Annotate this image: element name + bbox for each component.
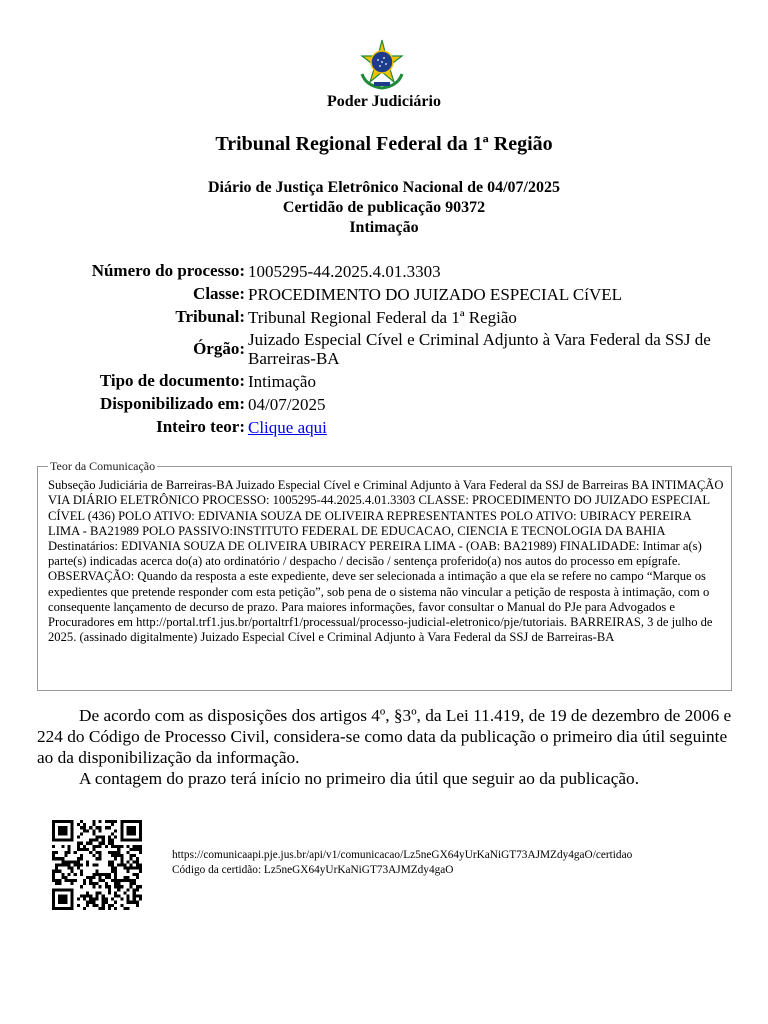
field-value: Intimação bbox=[248, 371, 316, 391]
inteiro-teor-link[interactable]: Clique aqui bbox=[248, 417, 327, 437]
document-type-line: Intimação bbox=[349, 219, 419, 236]
teor-comunicacao-box bbox=[37, 459, 732, 691]
field-numero-processo bbox=[40, 261, 720, 281]
certificate-url: https://comunicaapi.pje.jus.br/api/v1/comunicacao/Lz5neGX64yUrKaNiGT73AJMZdy4gaO/certidao bbox=[172, 849, 633, 861]
field-value: 04/07/2025 bbox=[248, 394, 326, 414]
diario-line: Diário de Justiça Eletrônico Nacional de 04/07/2025 bbox=[208, 179, 560, 196]
field-label: Tribunal: bbox=[175, 307, 245, 326]
field-classe bbox=[40, 284, 720, 304]
field-inteiro-teor bbox=[40, 417, 720, 437]
certidao-line: Certidão de publicação 90372 bbox=[282, 199, 486, 216]
field-disponibilizado bbox=[40, 394, 720, 414]
legal-paragraph-publication-date: De acordo com as disposições dos artigos 4º, §3º, da Lei 11.419, de 19 de dezembro de 2006 e 224 do Código de Processo Civil, considera-se como data da publicação o primeiro dia útil seguinte ao da disponibilização da informação. bbox=[37, 706, 732, 767]
legal-notice bbox=[37, 705, 732, 789]
publication-header bbox=[0, 178, 768, 238]
field-label: Classe: bbox=[193, 284, 245, 303]
brazil-coat-of-arms-icon bbox=[356, 38, 408, 90]
field-label: Disponibilizado em: bbox=[100, 394, 245, 413]
field-label: Tipo de documento: bbox=[99, 371, 245, 390]
field-orgao bbox=[40, 330, 720, 368]
field-tribunal bbox=[40, 307, 720, 327]
poder-judiciario-heading: Poder Judiciário bbox=[327, 93, 441, 110]
teor-text: Subseção Judiciária de Barreiras-BA Juizado Especial Cível e Criminal Adjunto à Vara Federal da SSJ de Barreiras BA INTIMAÇÃO VIA DIÁRIO ELETRÔNICO PROCESSO: 1005295-44.2025.4.01.3303 CLASSE: PROCEDIMENTO DO JUIZADO ESPECIAL CÍVEL (436) POLO ATIVO: EDIVANIA SOUZA DE OLIVEIRA REPRESENTANTES POLO ATIVO: UBIRACY PEREIRA LIMA - BA21989 POLO PASSIVO:INSTITUTO FEDERAL DE EDUCACAO, CIENCIA E TECNOLOGIA DA BAHIA Destinatários: EDIVANIA SOUZA DE OLIVEIRA UBIRACY PEREIRA LIMA - (OAB: BA21989) FINALIDADE: Intimar a(s) parte(s) indicadas acerca do(a) ato ordinatório / despacho / decisão / sentença proferido(a) nos autos do processo em epígrafe. OBSERVAÇÃO: Quando da resposta a este expediente, deve ser selecionada a intimação a que ela se refere no campo “Marque os expedientes que pretende responder com esta petição”, sob pena de o sistema não vincular a petição de resposta à intimação, com o consequente lançamento de decurso de prazo. Para maiores informações, favor consultar o Manual do PJe para Advogados e Procuradores em http://portal.trf1.jus.br/portaltrf1/processual/processo-judicial-eletronico/pje/tutoriais. BARREIRAS, 3 de julho de 2025. (assinado digitalmente) Juizado Especial Cível e Criminal Adjunto à Vara Federal da SSJ de Barreiras-BA bbox=[48, 478, 724, 645]
field-label: Número do processo: bbox=[91, 261, 245, 280]
certificate-info bbox=[172, 848, 632, 878]
field-value: PROCEDIMENTO DO JUIZADO ESPECIAL CíVEL bbox=[248, 284, 622, 304]
tribunal-title: Tribunal Regional Federal da 1ª Região bbox=[215, 133, 553, 155]
qr-code-icon bbox=[52, 820, 142, 910]
teor-legend: Teor da Comunicação bbox=[50, 459, 156, 473]
field-label: Órgão: bbox=[193, 339, 245, 358]
field-value: Juizado Especial Cível e Criminal Adjunto à Vara Federal da SSJ de Barreiras-BA bbox=[248, 330, 711, 368]
field-value: 1005295-44.2025.4.01.3303 bbox=[248, 261, 441, 281]
field-label: Inteiro teor: bbox=[156, 417, 245, 436]
field-tipo-documento bbox=[40, 371, 720, 391]
certificate-code: Código da certidão: Lz5neGX64yUrKaNiGT73AJMZdy4gaO bbox=[172, 864, 454, 876]
legal-paragraph-deadline: A contagem do prazo terá início no primeiro dia útil que seguir ao da publicação. bbox=[79, 769, 640, 788]
field-value: Tribunal Regional Federal da 1ª Região bbox=[248, 307, 517, 327]
process-metadata bbox=[40, 261, 720, 440]
